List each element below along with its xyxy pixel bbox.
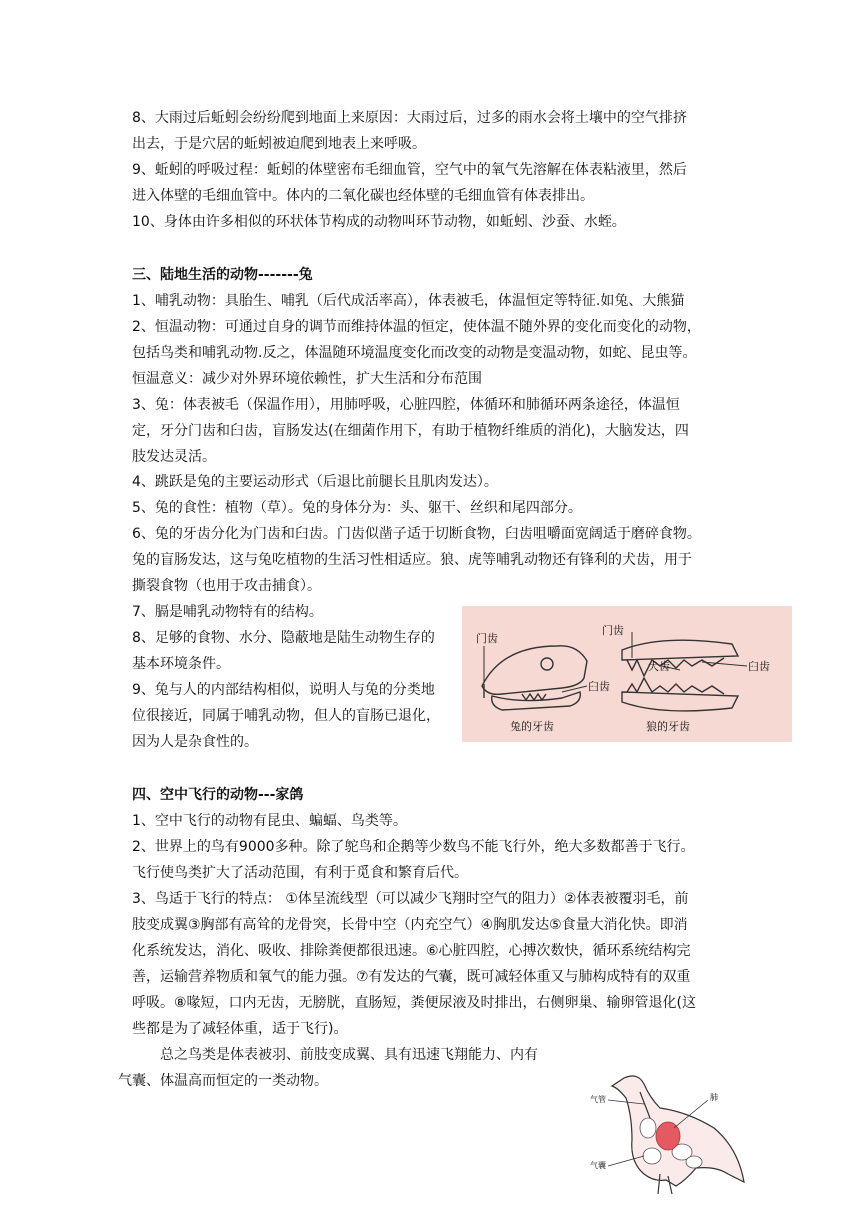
wolf-molar-label: 臼齿	[748, 660, 770, 673]
wolf-caption: 狼的牙齿	[646, 720, 690, 733]
text-line: 10、身体由许多相似的环状体节构成的动物叫环节动物，如蚯蚓、沙蚕、水蛭。	[132, 214, 626, 230]
rabbit-molar-label: 臼齿	[588, 680, 610, 693]
text-line: 位很接近，同属于哺乳动物，但人的盲肠已退化，	[132, 708, 440, 724]
text-line: 2、恒温动物：可通过自身的调节而维持体温的恒定，使体温不随外界的变化而变化的动物，	[132, 319, 701, 335]
text-line: 3、鸟适于飞行的特点： ①体呈流线型（可以减少飞翔时空气的阻力）②体表被覆羽毛，前	[132, 891, 689, 907]
teeth-figure	[462, 606, 792, 742]
text-line: 1、哺乳动物：具胎生、哺乳（后代成活率高），体表被毛，体温恒定等特征.如兔、大熊猫	[132, 293, 685, 309]
text-line: 些都是为了减轻体重，适于飞行)。	[132, 1021, 348, 1037]
text-line: 化系统发达，消化、吸收、排除粪便都很迅速。⑥心脏四腔，心搏次数快，循环系统结构完	[132, 943, 691, 959]
text-line: 气囊、体温高而恒定的一类动物。	[118, 1073, 328, 1089]
text-line: 呼吸。⑧喙短，口内无齿，无膀胱，直肠短，粪便尿液及时排出，右侧卵巢、输卵管退化(这	[132, 995, 697, 1011]
text-line: 飞行使鸟类扩大了活动范围，有利于觅食和繁育后代。	[132, 865, 468, 881]
text-line: 7、膈是哺乳动物特有的结构。	[132, 604, 323, 620]
lung-label: 肺	[710, 1093, 718, 1102]
section-heading: 四、空中飞行的动物---家鸽	[132, 787, 304, 803]
text-line: 善，运输营养物质和氧气的能力强。⑦有发达的气囊，既可减轻体重又与肺构成特有的双重	[132, 969, 691, 985]
text-line: 1、空中飞行的动物有昆虫、蝙蝠、鸟类等。	[132, 813, 407, 829]
text-line: 因为人是杂食性的。	[132, 734, 258, 750]
text-line: 3、兔：体表被毛（保温作用），用肺呼吸，心脏四腔，体循环和肺循环两条途径，体温恒	[132, 397, 680, 413]
text-line: 2、世界上的鸟有9000多种。除了鸵鸟和企鹅等少数鸟不能飞行外，绝大多数都善于飞行。	[132, 839, 695, 855]
text-line: 肢变成翼③胸部有高耸的龙骨突，长骨中空（内充空气）④胸肌发达⑤食量大消化快。即消	[132, 917, 688, 933]
text-line: 6、兔的牙齿分化为门齿和臼齿。门齿似凿子适于切断食物，臼齿咀嚼面宽阔适于磨碎食物。	[132, 526, 701, 542]
text-line: 9、兔与人的内部结构相似，说明人与兔的分类地	[132, 682, 435, 698]
text-line: 肢发达灵活。	[132, 449, 216, 465]
text-line: 8、足够的食物、水分、隐蔽地是陆生动物生存的	[132, 630, 435, 646]
text-line: 出去，于是穴居的蚯蚓被迫爬到地表上来呼吸。	[132, 136, 426, 152]
text-line: 5、兔的食性：植物（草）。兔的身体分为：头、躯干、丝织和尾四部分。	[132, 500, 582, 516]
text-line: 定，牙分门齿和臼齿，盲肠发达(在细菌作用下，有助于植物纤维质的消化)，大脑发达，四	[132, 423, 689, 439]
text-line: 4、跳跃是兔的主要运动形式（后退比前腿长且肌肉发达）。	[132, 474, 498, 490]
pigeon-figure	[588, 1070, 750, 1200]
wolf-canine-label: 犬齿	[648, 660, 670, 673]
text-line: 8、大雨过后蚯蚓会纷纷爬到地面上来原因：大雨过后，过多的雨水会将土壤中的空气排挤	[132, 110, 687, 126]
section-heading: 三、陆地生活的动物-------兔	[132, 267, 313, 283]
text-line: 包括鸟类和哺乳动物.反之，体温随环境温度变化而改变的动物是变温动物，如蛇、昆虫等。	[132, 345, 697, 361]
rabbit-caption: 兔的牙齿	[510, 720, 554, 733]
trachea-label: 气管	[590, 1095, 606, 1104]
text-line: 进入体壁的毛细血管中。体内的二氧化碳也经体壁的毛细血管有体表排出。	[132, 188, 594, 204]
text-line: 总之鸟类是体表被羽、前肢变成翼、具有迅速飞翔能力、内有	[160, 1047, 538, 1063]
wolf-incisor-label: 门齿	[602, 624, 624, 637]
text-line: 兔的盲肠发达，这与兔吃植物的生活习性相适应。狼、虎等哺乳动物还有锋利的犬齿，用于	[132, 552, 692, 568]
text-line: 基本环境条件。	[132, 656, 230, 672]
air-sac-label: 气囊	[590, 1161, 606, 1170]
text-line: 9、蚯蚓的呼吸过程：蚯蚓的体壁密布毛细血管，空气中的氧气先溶解在体表粘液里，然后	[132, 162, 687, 178]
text-line: 恒温意义：减少对外界环境依赖性，扩大生活和分布范围	[132, 371, 482, 387]
rabbit-incisor-label: 门齿	[476, 632, 498, 645]
text-line: 撕裂食物（也用于攻击捕食）。	[132, 578, 321, 594]
